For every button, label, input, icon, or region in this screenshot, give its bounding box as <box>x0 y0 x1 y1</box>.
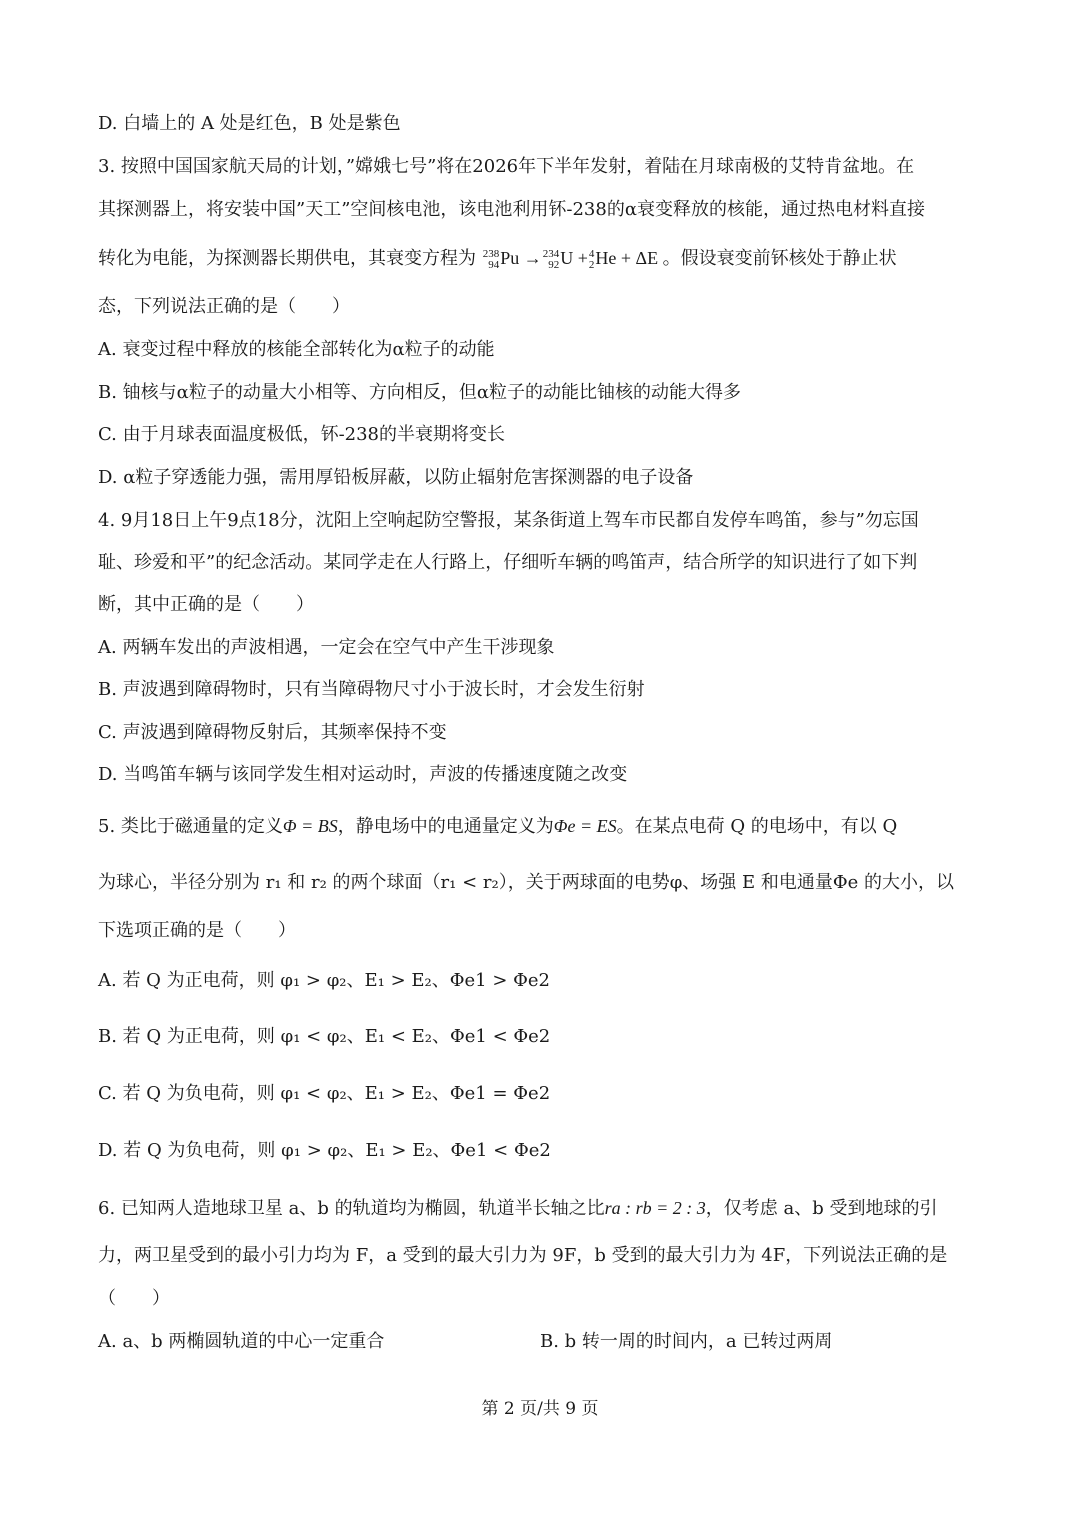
decay-equation: 238 94 Pu → 234 92 U + 4 2 He + ΔE <box>482 247 659 271</box>
q5-option-b: B. 若 Q 为正电荷，则 φ₁ < φ₂、E₁ < E₂、Φe1 < Φe2 <box>98 1026 551 1047</box>
q3-option-a: A. 衰变过程中释放的核能全部转化为α粒子的动能 <box>98 339 495 360</box>
q4-stem-line3: 断，其中正确的是（ ） <box>98 594 314 615</box>
q4-option-b: B. 声波遇到障碍物时，只有当障碍物尺寸小于波长时，才会发生衍射 <box>98 679 645 700</box>
q3-stem-line4: 态，下列说法正确的是（ ） <box>98 296 350 317</box>
q3-stem-line1: 3. 按照中国国家航天局的计划，”嫦娥七号”将在2026年下半年发射，着陆在月球南极的艾特肯盆地。在 <box>98 156 915 177</box>
q5-stem-line2: 为球心，半径分别为 r₁ 和 r₂ 的两个球面（r₁ < r₂），关于两球面的电势φ、场强 E 和电通量Φe 的大小，以 <box>98 872 955 893</box>
q5-option-c: C. 若 Q 为负电荷，则 φ₁ < φ₂、E₁ > E₂、Φe1 = Φe2 <box>98 1083 551 1104</box>
q6-option-b: B. b 转一周的时间内，a 已转过两周 <box>540 1331 833 1352</box>
q6-option-a: A. a、b 两椭圆轨道的中心一定重合 <box>98 1331 385 1352</box>
q5-stem-line3: 下选项正确的是（ ） <box>98 920 296 941</box>
q4-stem-line2: 耻、珍爱和平”的纪念活动。某同学走在人行路上，仔细听车辆的鸣笛声，结合所学的知识进行了如下判 <box>98 552 918 573</box>
semi-major-axis-ratio: ra : rb = 2 : 3 <box>604 1198 706 1218</box>
q3-stem-line2: 其探测器上，将安装中国”天工”空间核电池，该电池利用钚-238的α衰变释放的核能，通过热电材料直接 <box>98 199 925 220</box>
q6-stem-line1: 6. 已知两人造地球卫星 a、b 的轨道均为椭圆，轨道半长轴之比ra : rb = 2 : 3，仅考虑 a、b 受到地球的引 <box>98 1198 938 1219</box>
q4-option-c: C. 声波遇到障碍物反射后，其频率保持不变 <box>98 722 447 743</box>
q6-stem-line2: 力，两卫星受到的最小引力均为 F，a 受到的最大引力为 9F，b 受到的最大引力为 4F，下列说法正确的是 <box>98 1245 948 1266</box>
page-footer: 第 2 页/共 9 页 <box>481 1399 599 1419</box>
q4-stem-line1: 4. 9月18日上午9点18分，沈阳上空响起防空警报，某条街道上驾车市民都自发停车鸣笛，参与”勿忘国 <box>98 510 919 531</box>
flux-equation: Φ = BS <box>282 816 338 836</box>
q4-option-d: D. 当鸣笛车辆与该同学发生相对运动时，声波的传播速度随之改变 <box>98 764 628 785</box>
q2-option-d: D. 白墙上的 A 处是红色，B 处是紫色 <box>98 113 401 134</box>
q5-option-d: D. 若 Q 为负电荷，则 φ₁ > φ₂、E₁ > E₂、Φe1 < Φe2 <box>98 1140 551 1161</box>
q5-option-a: A. 若 Q 为正电荷，则 φ₁ > φ₂、E₁ > E₂、Φe1 > Φe2 <box>98 970 551 991</box>
q3-option-d: D. α粒子穿透能力强，需用厚铅板屏蔽，以防止辐射危害探测器的电子设备 <box>98 467 694 488</box>
q5-stem-line1: 5. 类比于磁通量的定义Φ = BS，静电场中的电通量定义为Φe = ES。在某点电荷 Q 的电场中，有以 Q <box>98 816 898 837</box>
electric-flux-equation: Φe = ES <box>553 816 617 836</box>
q3-option-b: B. 铀核与α粒子的动量大小相等、方向相反，但α粒子的动能比铀核的动能大得多 <box>98 382 741 403</box>
q3-option-c: C. 由于月球表面温度极低，钚-238的半衰期将变长 <box>98 424 506 445</box>
q6-stem-line3: （ ） <box>98 1288 170 1309</box>
q4-option-a: A. 两辆车发出的声波相遇，一定会在空气中产生干涉现象 <box>98 637 555 658</box>
q3-stem-line3: 转化为电能，为探测器长期供电，其衰变方程为 238 94 Pu → 234 92 U + 4 2 He + ΔE 。假设衰变前钚核处于静止状 <box>98 247 897 271</box>
